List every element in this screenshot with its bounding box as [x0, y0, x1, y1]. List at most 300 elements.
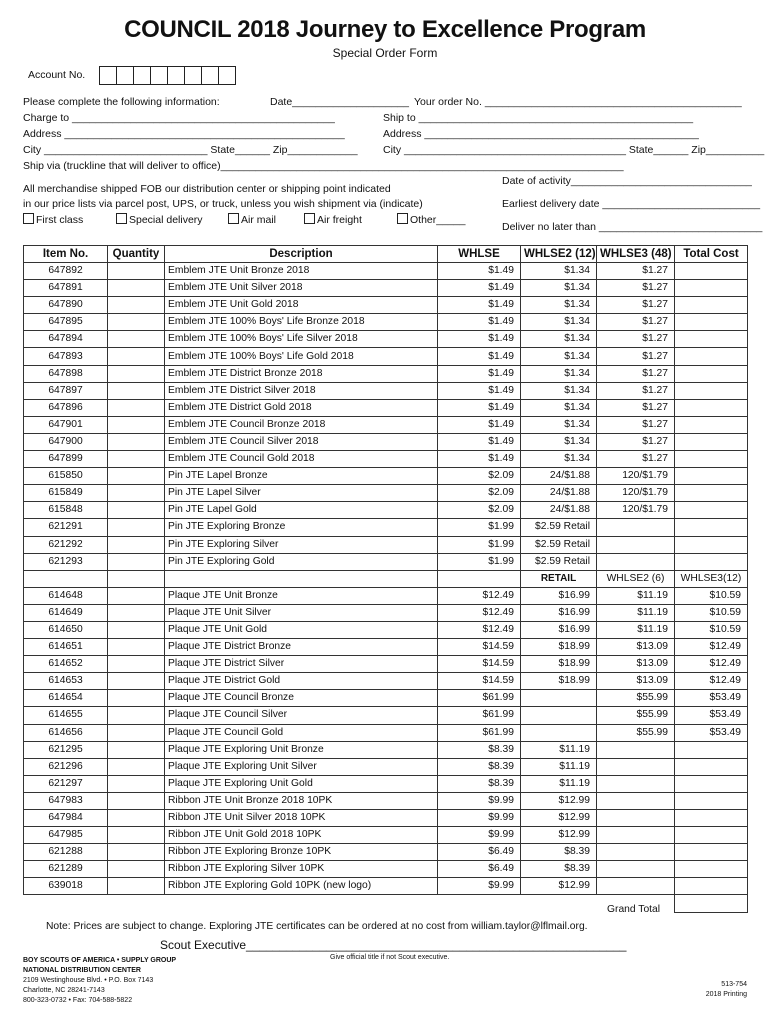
retail-price-cell: $8.39 [521, 844, 597, 861]
whlse3-price-cell: $10.59 [675, 587, 748, 604]
retail-price-cell: $12.99 [521, 792, 597, 809]
whlse-price-cell: $1.49 [438, 348, 521, 365]
whlse-price-cell: $9.99 [438, 878, 521, 895]
whlse3-price-cell: $53.49 [675, 707, 748, 724]
item-number-cell: 647891 [24, 280, 108, 297]
total-cost-cell[interactable] [675, 536, 748, 553]
whlse-price-cell: $1.49 [438, 433, 521, 450]
description-cell: Pin JTE Lapel Silver [165, 485, 438, 502]
table-row [24, 399, 748, 416]
table-row [24, 741, 748, 758]
total-cost-cell[interactable] [675, 280, 748, 297]
retail-price-cell [521, 690, 597, 707]
subheader-retail: RETAIL [521, 570, 597, 587]
col-header-whlse: WHLSE [438, 246, 521, 263]
quantity-cell[interactable] [108, 707, 165, 724]
whlse2-price-cell: $13.09 [597, 639, 675, 656]
whlse-price-cell: $1.49 [438, 365, 521, 382]
item-number-cell: 647984 [24, 810, 108, 827]
item-number-cell: 647894 [24, 331, 108, 348]
retail-price-cell: $16.99 [521, 604, 597, 621]
whlse-price-cell: $1.49 [438, 331, 521, 348]
option-other[interactable]: Other_____ [397, 213, 465, 226]
checkbox-icon[interactable] [23, 213, 34, 224]
item-number-cell: 647897 [24, 382, 108, 399]
table-row [24, 792, 748, 809]
quantity-cell[interactable] [108, 604, 165, 621]
date-of-activity-field[interactable]: Date of activity_______________________________ [502, 175, 752, 187]
table-header-row [24, 246, 748, 263]
fob-text-line-2: in our price lists via parcel post, UPS, or truck, unless you wish shipment via (indicate) [23, 198, 423, 210]
quantity-cell[interactable] [108, 331, 165, 348]
total-cost-cell[interactable] [675, 348, 748, 365]
whlse3-price-cell: 120/$1.79 [597, 468, 675, 485]
quantity-cell[interactable] [108, 810, 165, 827]
whlse-price-cell: $6.49 [438, 861, 521, 878]
quantity-cell[interactable] [108, 724, 165, 741]
item-number-cell: 621297 [24, 775, 108, 792]
whlse2-price-cell: $11.19 [597, 621, 675, 638]
col-header-item-no: Item No. [24, 246, 108, 263]
official-title-hint: Give official title if not Scout executive. [330, 954, 450, 961]
option-special-delivery[interactable]: Special delivery [116, 213, 203, 226]
quantity-cell[interactable] [108, 297, 165, 314]
address-left-field[interactable]: Address ________________________________________________ [23, 128, 345, 140]
whlse2-price-cell: $2.59 Retail [521, 519, 597, 536]
earliest-delivery-field[interactable]: Earliest delivery date ___________________________ [502, 198, 761, 210]
table-row [24, 673, 748, 690]
description-cell: Emblem JTE District Gold 2018 [165, 399, 438, 416]
quantity-cell[interactable] [108, 792, 165, 809]
city-state-zip-left[interactable]: City ____________________________ State______ Zip____________ [23, 144, 358, 156]
whlse3-price-cell: $1.27 [597, 399, 675, 416]
quantity-cell[interactable] [108, 519, 165, 536]
total-cost-cell[interactable] [675, 297, 748, 314]
whlse3-price-cell [597, 536, 675, 553]
total-cost-cell[interactable] [675, 365, 748, 382]
whlse3-price-cell: $1.27 [597, 297, 675, 314]
description-cell: Emblem JTE 100% Boys' Life Gold 2018 [165, 348, 438, 365]
whlse3-price-cell: $1.27 [597, 263, 675, 280]
item-number-cell: 614654 [24, 690, 108, 707]
whlse3-price-cell: $53.49 [675, 724, 748, 741]
whlse2-price-cell: $1.34 [521, 451, 597, 468]
whlse2-price-cell: $2.59 Retail [521, 536, 597, 553]
item-number-cell: 614651 [24, 639, 108, 656]
description-cell: Plaque JTE Exploring Unit Gold [165, 775, 438, 792]
whlse3-price-cell: $1.27 [597, 314, 675, 331]
quantity-cell[interactable] [108, 827, 165, 844]
retail-price-cell: $12.99 [521, 878, 597, 895]
whlse-price-cell: $1.49 [438, 382, 521, 399]
whlse2-price-cell: $55.99 [597, 690, 675, 707]
item-number-cell: 614652 [24, 656, 108, 673]
whlse3-price-cell: $12.49 [675, 673, 748, 690]
total-cost-cell[interactable] [675, 485, 748, 502]
account-digit-box[interactable] [133, 66, 151, 85]
account-label: Account No. [28, 69, 86, 81]
org-line-4: Charlotte, NC 28241-7143 [23, 987, 105, 994]
quantity-cell[interactable] [108, 365, 165, 382]
description-cell: Plaque JTE Council Bronze [165, 690, 438, 707]
description-cell: Plaque JTE Council Silver [165, 707, 438, 724]
table-row [24, 604, 748, 621]
option-air-freight[interactable]: Air freight [304, 213, 362, 226]
description-cell: Emblem JTE Unit Bronze 2018 [165, 263, 438, 280]
whlse-price-cell: $1.49 [438, 280, 521, 297]
option-air-mail[interactable]: Air mail [228, 213, 276, 226]
whlse2-price-cell: 24/$1.88 [521, 485, 597, 502]
whlse-price-cell: $14.59 [438, 673, 521, 690]
table-row [24, 621, 748, 638]
price-subheader-row [24, 570, 748, 587]
quantity-cell[interactable] [108, 382, 165, 399]
retail-price-cell: $16.99 [521, 621, 597, 638]
item-number-cell: 621293 [24, 553, 108, 570]
whlse3-price-cell: 120/$1.79 [597, 485, 675, 502]
table-row [24, 827, 748, 844]
item-number-cell: 621295 [24, 741, 108, 758]
description-cell: Plaque JTE District Gold [165, 673, 438, 690]
total-cost-cell[interactable] [675, 416, 748, 433]
whlse3-price-cell [597, 519, 675, 536]
retail-price-cell [521, 724, 597, 741]
account-digit-box[interactable] [218, 66, 236, 85]
whlse-price-cell: $1.49 [438, 314, 521, 331]
quantity-cell[interactable] [108, 485, 165, 502]
item-number-cell: 621289 [24, 861, 108, 878]
table-row [24, 502, 748, 519]
item-number-cell: 647901 [24, 416, 108, 433]
description-cell: Pin JTE Exploring Bronze [165, 519, 438, 536]
item-number-cell: 621292 [24, 536, 108, 553]
item-number-cell: 647900 [24, 433, 108, 450]
ship-via-field[interactable]: Ship via (truckline that will deliver to office)_____________________________________________________________________ [23, 160, 624, 172]
item-number-cell: 647895 [24, 314, 108, 331]
form-number: 513-754 [721, 981, 747, 988]
whlse3-price-cell [675, 810, 748, 827]
city-state-zip-right[interactable]: City ______________________________________ State______ Zip__________ [383, 144, 765, 156]
account-digit-box[interactable] [167, 66, 185, 85]
total-cost-cell[interactable] [675, 553, 748, 570]
retail-price-cell: $8.39 [521, 861, 597, 878]
quantity-cell[interactable] [108, 775, 165, 792]
quantity-cell[interactable] [108, 348, 165, 365]
whlse-price-cell: $61.99 [438, 724, 521, 741]
retail-price-cell: $11.19 [521, 775, 597, 792]
whlse2-price-cell: $1.34 [521, 416, 597, 433]
table-row [24, 861, 748, 878]
total-cost-cell[interactable] [675, 519, 748, 536]
quantity-cell[interactable] [108, 280, 165, 297]
item-number-cell: 647890 [24, 297, 108, 314]
total-cost-cell[interactable] [675, 263, 748, 280]
table-row [24, 810, 748, 827]
whlse-price-cell: $8.39 [438, 758, 521, 775]
account-digit-box[interactable] [150, 66, 168, 85]
whlse-price-cell: $1.49 [438, 263, 521, 280]
checkbox-icon[interactable] [304, 213, 315, 224]
whlse3-price-cell: 120/$1.79 [597, 502, 675, 519]
item-number-cell: 614656 [24, 724, 108, 741]
description-cell: Plaque JTE Exploring Unit Silver [165, 758, 438, 775]
table-row [24, 382, 748, 399]
fob-text-line-1: All merchandise shipped FOB our distribution center or shipping point indicated [23, 183, 391, 195]
item-number-cell: 647893 [24, 348, 108, 365]
ship-to-field[interactable]: Ship to _______________________________________________ [383, 112, 694, 124]
table-row [24, 690, 748, 707]
whlse2-price-cell [597, 758, 675, 775]
charge-to-field[interactable]: Charge to _____________________________________________ [23, 112, 335, 124]
whlse3-price-cell: $12.49 [675, 656, 748, 673]
scout-executive-field[interactable]: Scout Executive_________________________________________________________ [160, 938, 627, 952]
whlse3-price-cell [675, 827, 748, 844]
option-first-class[interactable]: First class [23, 213, 83, 226]
item-number-cell: 614650 [24, 621, 108, 638]
quantity-cell[interactable] [108, 690, 165, 707]
whlse3-price-cell [675, 741, 748, 758]
table-row [24, 707, 748, 724]
whlse2-price-cell [597, 810, 675, 827]
subheader-whlse3-12: WHLSE3(12) [675, 570, 748, 587]
whlse2-price-cell: $55.99 [597, 724, 675, 741]
item-number-cell: 647898 [24, 365, 108, 382]
whlse-price-cell: $9.99 [438, 827, 521, 844]
account-number-boxes[interactable] [100, 66, 236, 85]
description-cell: Plaque JTE Unit Gold [165, 621, 438, 638]
quantity-cell[interactable] [108, 553, 165, 570]
whlse2-price-cell [597, 827, 675, 844]
quantity-cell[interactable] [108, 399, 165, 416]
whlse3-price-cell: $1.27 [597, 416, 675, 433]
description-cell: Pin JTE Lapel Gold [165, 502, 438, 519]
item-number-cell: 614648 [24, 587, 108, 604]
description-cell: Emblem JTE Council Bronze 2018 [165, 416, 438, 433]
whlse-price-cell: $1.49 [438, 399, 521, 416]
item-number-cell: 621296 [24, 758, 108, 775]
table-row [24, 348, 748, 365]
quantity-cell[interactable] [108, 314, 165, 331]
table-row [24, 314, 748, 331]
whlse3-price-cell [675, 792, 748, 809]
description-cell: Emblem JTE Unit Gold 2018 [165, 297, 438, 314]
table-row [24, 365, 748, 382]
whlse-price-cell: $12.49 [438, 587, 521, 604]
item-number-cell: 614649 [24, 604, 108, 621]
total-cost-cell[interactable] [675, 433, 748, 450]
description-cell: Emblem JTE Council Gold 2018 [165, 451, 438, 468]
printing-year: 2018 Printing [705, 991, 747, 998]
item-number-cell: 647899 [24, 451, 108, 468]
subheader-whlse2-6: WHLSE2 (6) [597, 570, 675, 587]
total-cost-cell[interactable] [675, 468, 748, 485]
account-digit-box[interactable] [99, 66, 117, 85]
order-items-table [23, 245, 748, 913]
org-address-block [23, 956, 176, 1006]
item-number-cell: 615848 [24, 502, 108, 519]
whlse-price-cell: $2.09 [438, 468, 521, 485]
total-cost-cell[interactable] [675, 399, 748, 416]
table-row [24, 280, 748, 297]
table-row [24, 724, 748, 741]
whlse2-price-cell: $55.99 [597, 707, 675, 724]
total-cost-cell[interactable] [675, 502, 748, 519]
col-header-quantity: Quantity [108, 246, 165, 263]
whlse2-price-cell: $11.19 [597, 604, 675, 621]
description-cell: Plaque JTE Unit Silver [165, 604, 438, 621]
description-cell: Emblem JTE 100% Boys' Life Silver 2018 [165, 331, 438, 348]
quantity-cell[interactable] [108, 758, 165, 775]
description-cell: Plaque JTE Exploring Unit Bronze [165, 741, 438, 758]
account-digit-box[interactable] [184, 66, 202, 85]
description-cell: Ribbon JTE Exploring Silver 10PK [165, 861, 438, 878]
total-cost-cell[interactable] [675, 382, 748, 399]
page-title: COUNCIL 2018 Journey to Excellence Program [124, 16, 646, 43]
table-row [24, 878, 748, 895]
whlse3-price-cell [675, 878, 748, 895]
quantity-cell[interactable] [108, 844, 165, 861]
quantity-cell[interactable] [108, 451, 165, 468]
whlse2-price-cell [597, 861, 675, 878]
whlse3-price-cell: $1.27 [597, 433, 675, 450]
table-row [24, 416, 748, 433]
whlse2-price-cell: 24/$1.88 [521, 502, 597, 519]
whlse2-price-cell: $11.19 [597, 587, 675, 604]
item-number-cell: 614653 [24, 673, 108, 690]
whlse3-price-cell: $1.27 [597, 331, 675, 348]
whlse2-price-cell [597, 792, 675, 809]
quantity-cell[interactable] [108, 263, 165, 280]
description-cell: Emblem JTE District Silver 2018 [165, 382, 438, 399]
table-row [24, 656, 748, 673]
retail-price-cell: $12.99 [521, 810, 597, 827]
quantity-cell[interactable] [108, 639, 165, 656]
whlse2-price-cell: $1.34 [521, 280, 597, 297]
whlse3-price-cell: $1.27 [597, 280, 675, 297]
table-row [24, 758, 748, 775]
description-cell: Plaque JTE District Silver [165, 656, 438, 673]
description-cell: Plaque JTE District Bronze [165, 639, 438, 656]
whlse2-price-cell: $1.34 [521, 365, 597, 382]
quantity-cell[interactable] [108, 656, 165, 673]
table-row [24, 775, 748, 792]
item-number-cell: 615850 [24, 468, 108, 485]
description-cell: Ribbon JTE Exploring Bronze 10PK [165, 844, 438, 861]
quantity-cell[interactable] [108, 878, 165, 895]
description-cell: Pin JTE Exploring Gold [165, 553, 438, 570]
whlse-price-cell: $2.09 [438, 502, 521, 519]
table-row [24, 468, 748, 485]
item-number-cell: 615849 [24, 485, 108, 502]
whlse-price-cell: $6.49 [438, 844, 521, 861]
description-cell: Plaque JTE Unit Bronze [165, 587, 438, 604]
org-line-3: 2109 Westinghouse Blvd. • P.O. Box 7143 [23, 977, 154, 984]
whlse2-price-cell [597, 844, 675, 861]
col-header-whlse3: WHLSE3 (48) [597, 246, 675, 263]
address-right-field[interactable]: Address _______________________________________________ [383, 128, 699, 140]
account-digit-box[interactable] [201, 66, 219, 85]
quantity-cell[interactable] [108, 587, 165, 604]
quantity-cell[interactable] [108, 861, 165, 878]
description-cell: Emblem JTE District Bronze 2018 [165, 365, 438, 382]
total-cost-cell[interactable] [675, 314, 748, 331]
quantity-cell[interactable] [108, 673, 165, 690]
grand-total-label: Grand Total [607, 904, 661, 915]
item-number-cell: 621288 [24, 844, 108, 861]
whlse2-price-cell: $2.59 Retail [521, 553, 597, 570]
retail-price-cell [521, 707, 597, 724]
whlse3-price-cell: $1.27 [597, 451, 675, 468]
quantity-cell[interactable] [108, 536, 165, 553]
whlse2-price-cell: $13.09 [597, 656, 675, 673]
whlse-price-cell: $9.99 [438, 810, 521, 827]
table-row [24, 519, 748, 536]
checkbox-icon[interactable] [116, 213, 127, 224]
retail-price-cell: $11.19 [521, 741, 597, 758]
whlse2-price-cell [597, 878, 675, 895]
total-cost-cell[interactable] [675, 331, 748, 348]
description-cell: Pin JTE Lapel Bronze [165, 468, 438, 485]
description-cell: Emblem JTE Council Silver 2018 [165, 433, 438, 450]
whlse2-price-cell: $1.34 [521, 263, 597, 280]
whlse-price-cell: $14.59 [438, 639, 521, 656]
whlse-price-cell: $9.99 [438, 792, 521, 809]
whlse-price-cell: $1.99 [438, 536, 521, 553]
account-digit-box[interactable] [116, 66, 134, 85]
whlse2-price-cell: $1.34 [521, 433, 597, 450]
checkbox-icon[interactable] [397, 213, 408, 224]
table-row [24, 553, 748, 570]
col-header-whlse2: WHLSE2 (12) [521, 246, 597, 263]
retail-price-cell: $18.99 [521, 656, 597, 673]
quantity-cell[interactable] [108, 621, 165, 638]
whlse2-price-cell: $13.09 [597, 673, 675, 690]
quantity-cell[interactable] [108, 741, 165, 758]
order-number-field[interactable]: Your order No. ____________________________________________ [414, 96, 742, 108]
quantity-cell[interactable] [108, 416, 165, 433]
retail-price-cell: $18.99 [521, 673, 597, 690]
table-row [24, 433, 748, 450]
quantity-cell[interactable] [108, 433, 165, 450]
checkbox-icon[interactable] [228, 213, 239, 224]
whlse3-price-cell: $1.27 [597, 348, 675, 365]
whlse3-price-cell [675, 758, 748, 775]
quantity-cell[interactable] [108, 502, 165, 519]
item-number-cell: 647985 [24, 827, 108, 844]
whlse2-price-cell: 24/$1.88 [521, 468, 597, 485]
instructions-label: Please complete the following information: [23, 96, 220, 108]
table-row [24, 451, 748, 468]
table-row [24, 536, 748, 553]
org-line-2: NATIONAL DISTRIBUTION CENTER [23, 967, 141, 974]
date-field[interactable]: Date____________________ [270, 96, 409, 108]
whlse3-price-cell [675, 775, 748, 792]
description-cell: Plaque JTE Council Gold [165, 724, 438, 741]
whlse2-price-cell: $1.34 [521, 382, 597, 399]
quantity-cell[interactable] [108, 468, 165, 485]
table-row [24, 587, 748, 604]
deliver-no-later-field[interactable]: Deliver no later than ____________________________ [502, 221, 763, 233]
retail-price-cell: $16.99 [521, 587, 597, 604]
item-number-cell: 647892 [24, 263, 108, 280]
page-subtitle: Special Order Form [332, 46, 438, 60]
grand-total-cell[interactable] [675, 895, 748, 912]
total-cost-cell[interactable] [675, 451, 748, 468]
whlse2-price-cell [597, 775, 675, 792]
table-row [24, 485, 748, 502]
retail-price-cell: $12.99 [521, 827, 597, 844]
whlse3-price-cell [597, 553, 675, 570]
